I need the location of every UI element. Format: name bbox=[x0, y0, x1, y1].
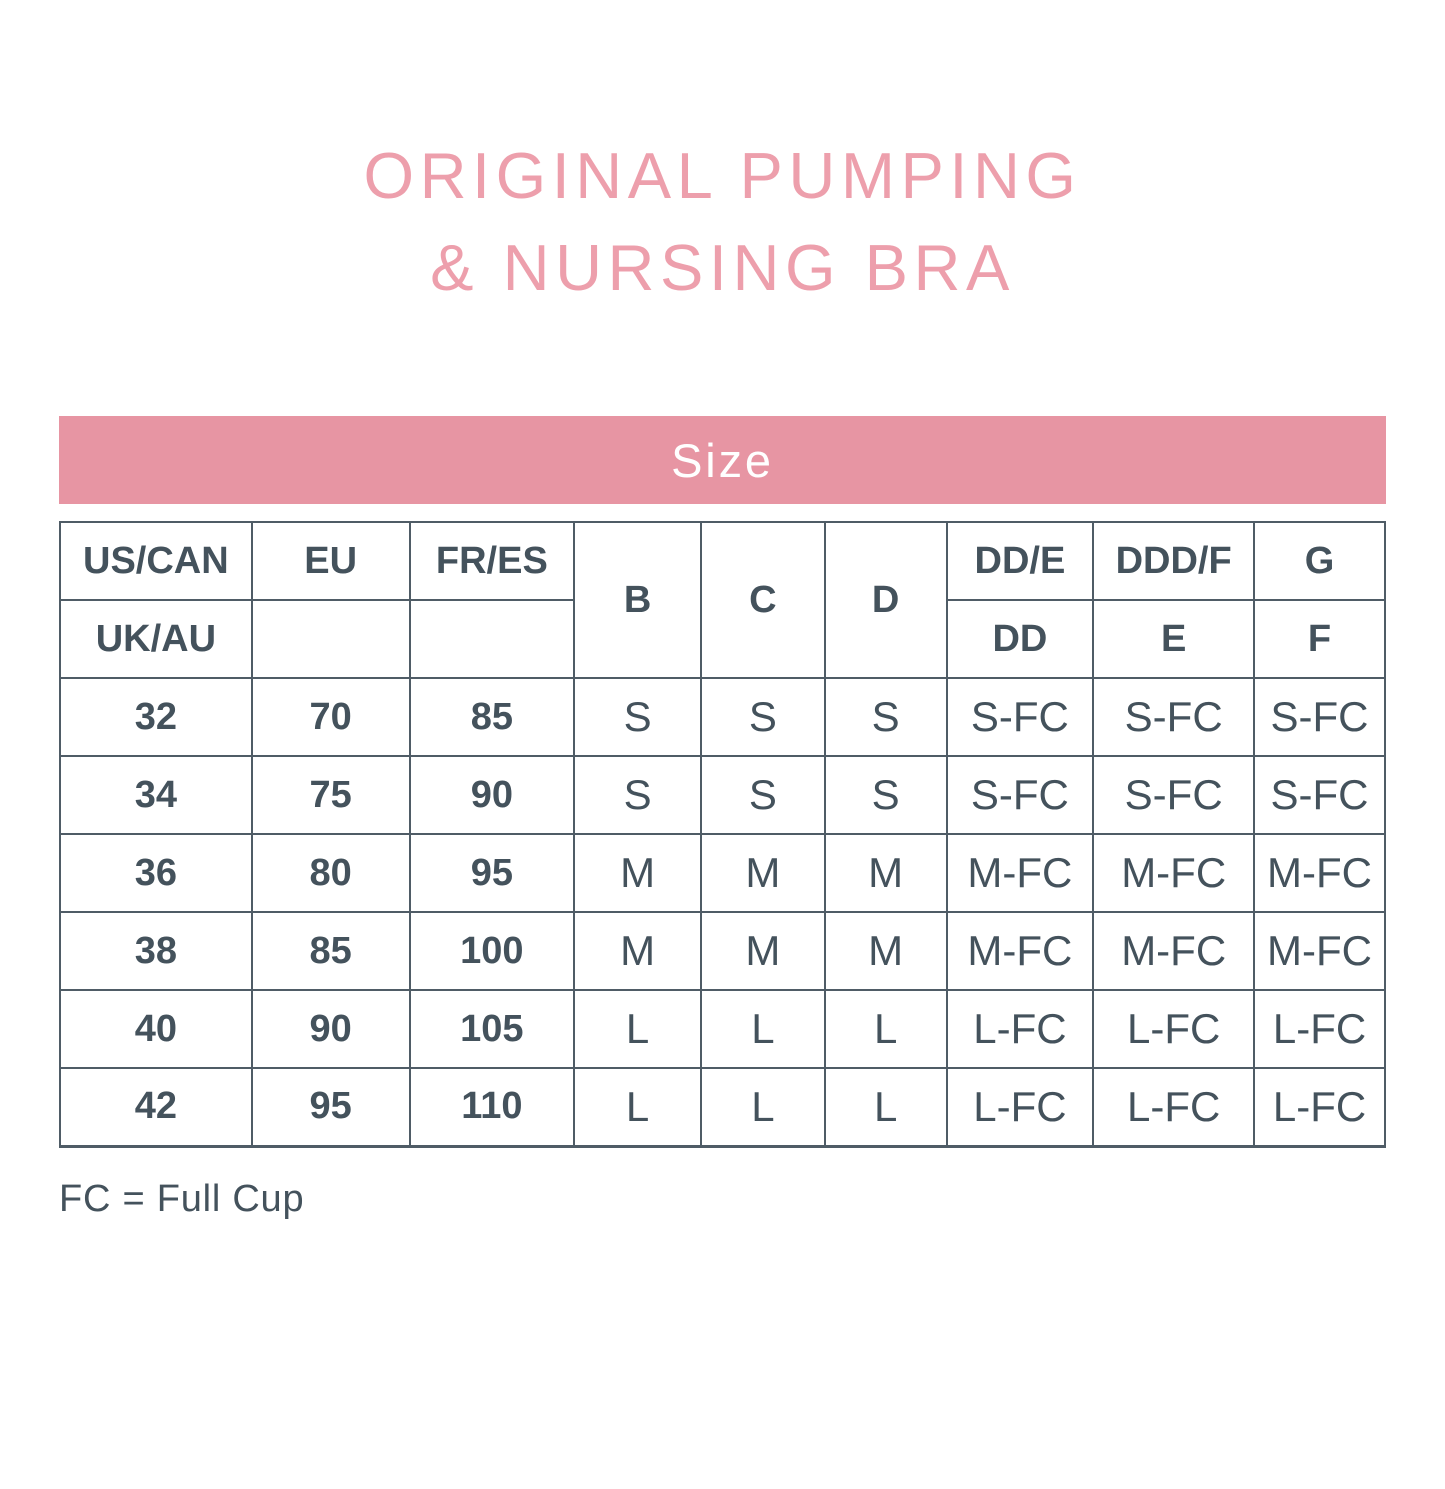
table-row bbox=[60, 990, 1385, 1068]
header-us-can: US/CAN bbox=[60, 522, 252, 600]
table-cell: 100 bbox=[410, 912, 575, 990]
header-fr-es: FR/ES bbox=[410, 522, 575, 600]
table-cell: 32 bbox=[60, 678, 252, 756]
size-chart-page bbox=[59, 44, 1386, 1221]
size-chart-table bbox=[59, 521, 1386, 1148]
table-cell: 85 bbox=[410, 678, 575, 756]
table-cell: L-FC bbox=[947, 990, 1094, 1068]
table-cell: L-FC bbox=[947, 1068, 1094, 1146]
size-banner-label: Size bbox=[671, 433, 774, 487]
table-cell: 36 bbox=[60, 834, 252, 912]
header-uk-au: UK/AU bbox=[60, 600, 252, 678]
page-title-line-1: ORIGINAL PUMPING bbox=[363, 138, 1082, 212]
table-cell: L bbox=[574, 1068, 701, 1146]
table-cell: 40 bbox=[60, 990, 252, 1068]
table-cell: 34 bbox=[60, 756, 252, 834]
header-cup-d: D bbox=[825, 522, 947, 678]
table-cell: L-FC bbox=[1254, 1068, 1385, 1146]
table-cell: M bbox=[574, 834, 701, 912]
header-cup-g: G bbox=[1254, 522, 1385, 600]
table-cell: L-FC bbox=[1093, 1068, 1254, 1146]
table-cell: M bbox=[825, 912, 947, 990]
table-cell: 38 bbox=[60, 912, 252, 990]
table-cell: S-FC bbox=[947, 678, 1094, 756]
table-cell: L bbox=[701, 990, 825, 1068]
table-cell: 110 bbox=[410, 1068, 575, 1146]
header-empty-fr-es bbox=[410, 600, 575, 678]
table-cell: 70 bbox=[252, 678, 410, 756]
table-cell: 85 bbox=[252, 912, 410, 990]
header-empty-eu bbox=[252, 600, 410, 678]
page-title-line-2: & NURSING BRA bbox=[430, 230, 1015, 304]
table-row bbox=[60, 756, 1385, 834]
table-cell: S-FC bbox=[947, 756, 1094, 834]
size-banner bbox=[59, 416, 1386, 504]
table-cell: S-FC bbox=[1093, 756, 1254, 834]
header-eu: EU bbox=[252, 522, 410, 600]
table-cell: 80 bbox=[252, 834, 410, 912]
table-cell: L bbox=[825, 1068, 947, 1146]
header-row-1 bbox=[60, 522, 1385, 600]
table-cell: L-FC bbox=[1254, 990, 1385, 1068]
table-cell: L-FC bbox=[1093, 990, 1254, 1068]
table-cell: S bbox=[701, 678, 825, 756]
header-cup-dd: DD bbox=[947, 600, 1094, 678]
table-cell: M-FC bbox=[1254, 912, 1385, 990]
table-cell: L bbox=[701, 1068, 825, 1146]
table-cell: M bbox=[701, 834, 825, 912]
table-cell: 105 bbox=[410, 990, 575, 1068]
table-cell: S bbox=[825, 756, 947, 834]
table-cell: M-FC bbox=[947, 912, 1094, 990]
table-cell: M-FC bbox=[1093, 834, 1254, 912]
table-cell: 90 bbox=[252, 990, 410, 1068]
header-cup-ddd-f: DDD/F bbox=[1093, 522, 1254, 600]
page-title bbox=[59, 44, 1386, 315]
table-row bbox=[60, 912, 1385, 990]
table-cell: 42 bbox=[60, 1068, 252, 1146]
table-cell: S bbox=[574, 678, 701, 756]
table-cell: 95 bbox=[252, 1068, 410, 1146]
table-cell: S bbox=[825, 678, 947, 756]
table-cell: 75 bbox=[252, 756, 410, 834]
header-cup-f: F bbox=[1254, 600, 1385, 678]
table-cell: S-FC bbox=[1254, 678, 1385, 756]
table-row bbox=[60, 1068, 1385, 1146]
table-cell: M bbox=[825, 834, 947, 912]
header-cup-e: E bbox=[1093, 600, 1254, 678]
table-cell: M bbox=[701, 912, 825, 990]
table-cell: L bbox=[574, 990, 701, 1068]
table-cell: S bbox=[574, 756, 701, 834]
table-cell: M-FC bbox=[1254, 834, 1385, 912]
table-cell: M-FC bbox=[947, 834, 1094, 912]
table-cell: 95 bbox=[410, 834, 575, 912]
table-row bbox=[60, 678, 1385, 756]
header-cup-b: B bbox=[574, 522, 701, 678]
table-row bbox=[60, 834, 1385, 912]
header-cup-dd-e: DD/E bbox=[947, 522, 1094, 600]
footnote-fc-full-cup: FC = Full Cup bbox=[59, 1177, 305, 1220]
table-cell: L bbox=[825, 990, 947, 1068]
table-cell: S-FC bbox=[1093, 678, 1254, 756]
table-cell: S-FC bbox=[1254, 756, 1385, 834]
header-cup-c: C bbox=[701, 522, 825, 678]
table-cell: M-FC bbox=[1093, 912, 1254, 990]
table-cell: M bbox=[574, 912, 701, 990]
table-cell: 90 bbox=[410, 756, 575, 834]
table-cell: S bbox=[701, 756, 825, 834]
